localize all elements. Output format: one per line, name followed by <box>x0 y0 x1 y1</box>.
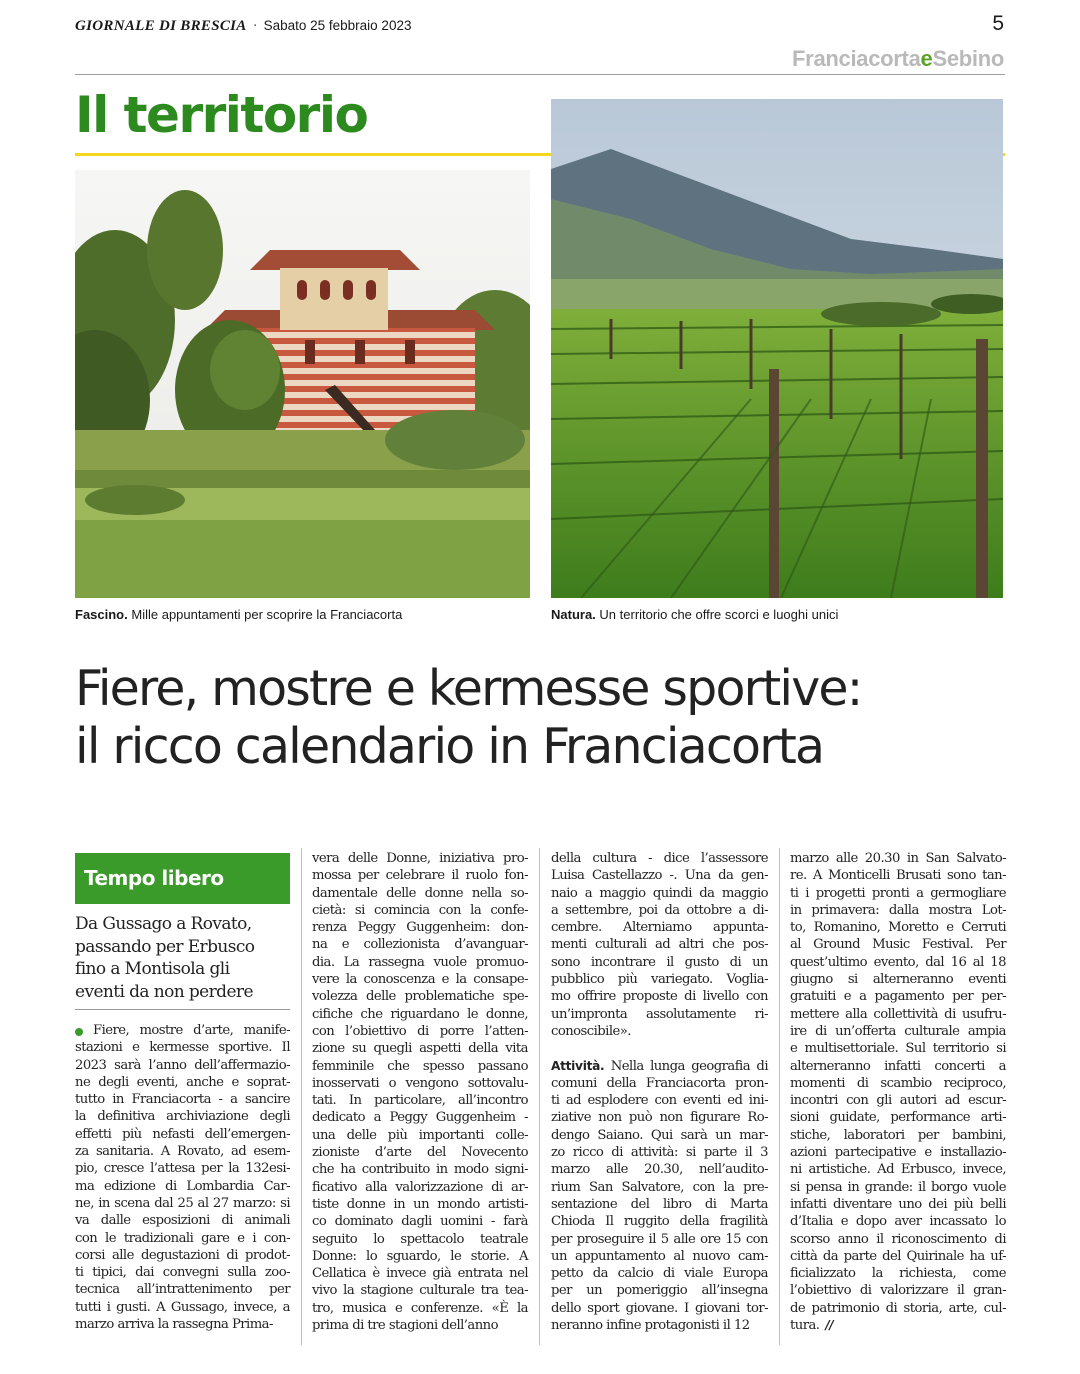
masthead <box>75 18 411 35</box>
article-line: l’obiettivo di valorizzare il gran- <box>790 1283 1006 1299</box>
article-line: petto da calcio di viale Europa <box>551 1266 768 1282</box>
section-tag-part2: e <box>920 46 933 71</box>
article-line: città da parte del Quirinale ha uf- <box>790 1248 1006 1264</box>
article-line: pio, cresce l’attesa per la 132esi- <box>75 1161 290 1177</box>
article-line: la definitiva archiviazione degli <box>75 1109 290 1125</box>
photo-caption-villa <box>75 607 402 622</box>
article-line: dedicato a Peggy Guggenheim - <box>312 1110 528 1126</box>
article-line: Chioda Il ruggito della fragilità <box>551 1214 768 1230</box>
article-line: che ha contribuito in modo signi- <box>312 1162 528 1178</box>
article-line: al Ground Music Festival. Per <box>790 937 1006 953</box>
article-line: volezza delle problematiche spe- <box>312 989 528 1005</box>
subhead-line: passando per Erbusco <box>75 936 255 957</box>
subhead-rule <box>75 1009 290 1010</box>
article-line: con l’obiettivo di porre l’atten- <box>312 1023 528 1039</box>
article-line: tiste donne in un mondo artisti- <box>312 1196 528 1212</box>
subhead-line: eventi da non perdere <box>75 981 253 1002</box>
article-line: ni artistiche. Ad Erbusco, invece, <box>790 1162 1006 1178</box>
article-line: marzo alle 20.30 in San Salvato- <box>790 851 1006 866</box>
article-line: Luisa Castellazzo -. Una da gen- <box>551 868 768 884</box>
article-line: un’impronta assolutamente ri- <box>551 1006 768 1022</box>
article-line: va dalle esposizioni di animali <box>75 1213 290 1229</box>
article-line-text: Nella lunga geografia di <box>610 1058 768 1074</box>
article-line: marzo arriva la rassegna Prima- <box>75 1317 273 1333</box>
article-line: cietà: si comincia con la confe- <box>312 902 528 918</box>
article-line: renza Peggy Guggenheim: don- <box>312 920 528 936</box>
article-line: prima di tre stagioni dell’anno <box>312 1318 499 1334</box>
subhead-line: fino a Montisola gli <box>75 959 230 979</box>
article-line: alterneranno infatti concerti a <box>790 1058 1006 1074</box>
article-line: pubblico più variegato. Voglia- <box>551 972 768 988</box>
column-rule <box>779 848 780 1345</box>
article-line: zo ricco di attività: si parte il 3 <box>551 1145 768 1161</box>
article-line: azioni partecipative e installazio- <box>790 1145 1006 1161</box>
article-column-4 <box>790 850 1006 1334</box>
article-line: menti culturali ad altri che pos- <box>551 937 768 953</box>
section-tag-part3: Sebino <box>932 46 1004 71</box>
article-line: neranno infine protagonisti il 12 <box>551 1318 750 1334</box>
article-line: ma edizione di Lombardia Car- <box>75 1178 290 1194</box>
article-line: re. A Monticelli Brusati sono tan- <box>790 868 1006 884</box>
article-line: infatti diventare uno dei più belli <box>790 1196 1006 1212</box>
article-line: ti tipici, dai convegni sulla zoo- <box>75 1265 290 1281</box>
article-line: Donne: lo sguardo, le storie. A <box>312 1248 528 1264</box>
caption-label: Fascino. <box>75 607 128 622</box>
column-rule <box>301 848 302 1345</box>
article-line: quest’ultimo evento, dal 16 al 18 <box>790 954 1006 970</box>
article-line: ficializzato la richiesta, come <box>790 1266 1006 1282</box>
article-line: corsi alle degustazioni di prodot- <box>75 1247 290 1263</box>
article-line: rium San Salvatore, con la pre- <box>551 1179 768 1195</box>
article-line: tati. In particolare, all’incontro <box>312 1093 528 1109</box>
article-line: dello sport giovane. I giovani tor- <box>551 1300 768 1316</box>
subheadline <box>75 913 290 1003</box>
article-line: ne degli eventi, anche e soprat- <box>75 1074 290 1090</box>
article-line: ne, in scena dal 25 al 27 marzo: si <box>75 1195 290 1211</box>
article-line: d’Italia e dopo aver incassato lo <box>790 1214 1006 1230</box>
masthead-separator: · <box>252 18 258 34</box>
article-line: tro, musica e conferenze. «È la <box>312 1300 528 1316</box>
article-line: mettere alla collettività di usufru- <box>790 1006 1006 1022</box>
article-line: tecnica all’intrattenimento per <box>75 1282 290 1298</box>
article-line: Fiere, mostre d’arte, manife- <box>93 1023 290 1038</box>
article-line: dia. La rassegna vuole promuo- <box>312 954 528 970</box>
article-line: tutto in Franciacorta - a sancire <box>75 1092 290 1108</box>
article-line: na e collezionista d’avanguar- <box>312 937 528 953</box>
article-line: dengo Saiano. Qui sarà un mar- <box>551 1127 768 1143</box>
article-line: inosservati o vengono sottovalu- <box>312 1075 528 1091</box>
photo-caption-vineyard <box>551 607 838 622</box>
article-line <box>551 1040 768 1057</box>
article-line: ti ad esplodere con eventi ed ini- <box>551 1093 768 1109</box>
photo-villa <box>75 170 530 598</box>
article-line: Cellatica è invece già entrata nel <box>312 1266 528 1282</box>
header-rule <box>75 74 1005 75</box>
article-line: 2023 sarà l’anno dell’affermazio- <box>75 1057 290 1073</box>
article-line: ficativo alla valorizzazione di ar- <box>312 1179 528 1195</box>
article-line: a settembre, poi da ottobre a di- <box>551 902 768 918</box>
article-line: si pensa in grande: il borgo vuole <box>790 1179 1006 1195</box>
article-line: stazioni e kermesse sportive. Il <box>75 1040 290 1056</box>
article-line: con le tradizionali gare e i con- <box>75 1230 290 1246</box>
article-line: vera delle Donne, iniziativa pro- <box>312 851 528 866</box>
article-line-text: tura. <box>790 1318 820 1334</box>
caption-text: Mille appuntamenti per scoprire la Franciacorta <box>131 607 403 622</box>
article-line: gratuiti e a pagamento per per- <box>790 989 1006 1005</box>
article-line: damentale delle donne nella so- <box>312 885 528 901</box>
article-line: zioniste d’arte del Novecento <box>312 1145 528 1161</box>
article-column-2 <box>312 850 528 1334</box>
article-line: comuni della Franciacorta pron- <box>551 1075 768 1091</box>
headline-line: Fiere, mostre e kermesse sportive: <box>75 660 862 717</box>
article-line: in primavera: dalla mostra Lot- <box>790 902 1006 918</box>
article-line: una delle più importanti colle- <box>312 1127 528 1143</box>
article-line: giugno si alterneranno eventi <box>790 972 1006 988</box>
article-line: un appuntamento al nuovo cam- <box>551 1248 768 1264</box>
article-line: effetti più nefasti dell’emergen- <box>75 1126 290 1142</box>
article-line: de patrimonio di storia, arte, cul- <box>790 1300 1006 1316</box>
article-line: per proseguire il 5 alle ore 15 con <box>551 1231 768 1247</box>
article-line: za sanitaria. A Rovato, ad esem- <box>75 1144 290 1160</box>
article-line: momenti di scambio reciproco, <box>790 1075 1006 1091</box>
article-line: vere la conoscenza e la consape- <box>312 972 528 988</box>
article-line: sono incontrare il gusto di un <box>551 954 768 970</box>
column-rule <box>539 848 540 1345</box>
article-line: seguito lo spettacolo teatrale <box>312 1231 528 1247</box>
article-line: sentazione del libro di Marta <box>551 1196 768 1212</box>
article-line: marzo alle 20.30, nell’audito- <box>551 1162 768 1178</box>
article-line: zione su quegli aspetti della vita <box>312 1041 528 1057</box>
headline <box>75 660 1015 776</box>
article-line <box>551 1058 768 1075</box>
article-line: incontri con gli autori ad escur- <box>790 1093 1006 1109</box>
article-line: sioni guidate, performance arti- <box>790 1110 1006 1126</box>
article-line: mo offrire proposte di livello con <box>551 989 768 1005</box>
article-line: ti i progetti pronti a germogliare <box>790 885 1006 901</box>
article-line: ire di un’offerta culturale ampia <box>790 1023 1006 1039</box>
runin-label: Attività. <box>551 1058 605 1073</box>
caption-text: Un territorio che offre scorci e luoghi unici <box>599 607 839 622</box>
article-line: naio a maggio quindi da maggio <box>551 885 768 901</box>
article-line: vivo la stagione culturale tra tea- <box>312 1283 528 1299</box>
article-line: per un pomeriggio all’insegna <box>551 1283 768 1299</box>
article-line: co dominato dagli uomini - farà <box>312 1214 528 1230</box>
page-number: 5 <box>992 12 1004 35</box>
section-title: Il territorio <box>75 86 368 144</box>
section-tag <box>792 46 1004 72</box>
article-line: tutti i gusti. A Gussago, invece, a <box>75 1299 290 1315</box>
newspaper-name: GIORNALE DI BRESCIA <box>75 18 247 34</box>
article-line: stiche, laboratori per bambini, <box>790 1127 1006 1143</box>
photo-vineyard <box>551 99 1003 598</box>
article-line: cembre. Alterniamo appunta- <box>551 920 768 936</box>
subhead-line: Da Gussago a Rovato, <box>75 914 252 934</box>
article-line: e multisettoriale. Sul territorio si <box>790 1041 1006 1057</box>
article-line: della cultura - dice l’assessore <box>551 851 768 866</box>
caption-label: Natura. <box>551 607 596 622</box>
article-line: conoscibile». <box>551 1023 631 1039</box>
end-mark: // <box>825 1318 834 1333</box>
article-line <box>790 1317 1006 1334</box>
headline-line: il ricco calendario in Franciacorta <box>75 718 824 775</box>
article-line: to, Romanino, Moretto e Cerruti <box>790 920 1006 936</box>
issue-date: Sabato 25 febbraio 2023 <box>263 18 412 33</box>
article-column-1 <box>75 1022 290 1333</box>
article-line: scorso anno il riconoscimento di <box>790 1231 1006 1247</box>
article-line: ziative non può non figurare Ro- <box>551 1110 768 1126</box>
article-line: mossa per celebrare il ruolo fon- <box>312 868 528 884</box>
kicker-label: Tempo libero <box>84 866 224 890</box>
article-line: cifiche che riguardano le donne, <box>312 1006 528 1022</box>
section-tag-part1: Franciacorta <box>792 46 921 71</box>
article-line: femminile che spesso passano <box>312 1058 528 1074</box>
article-column-3 <box>551 850 768 1334</box>
